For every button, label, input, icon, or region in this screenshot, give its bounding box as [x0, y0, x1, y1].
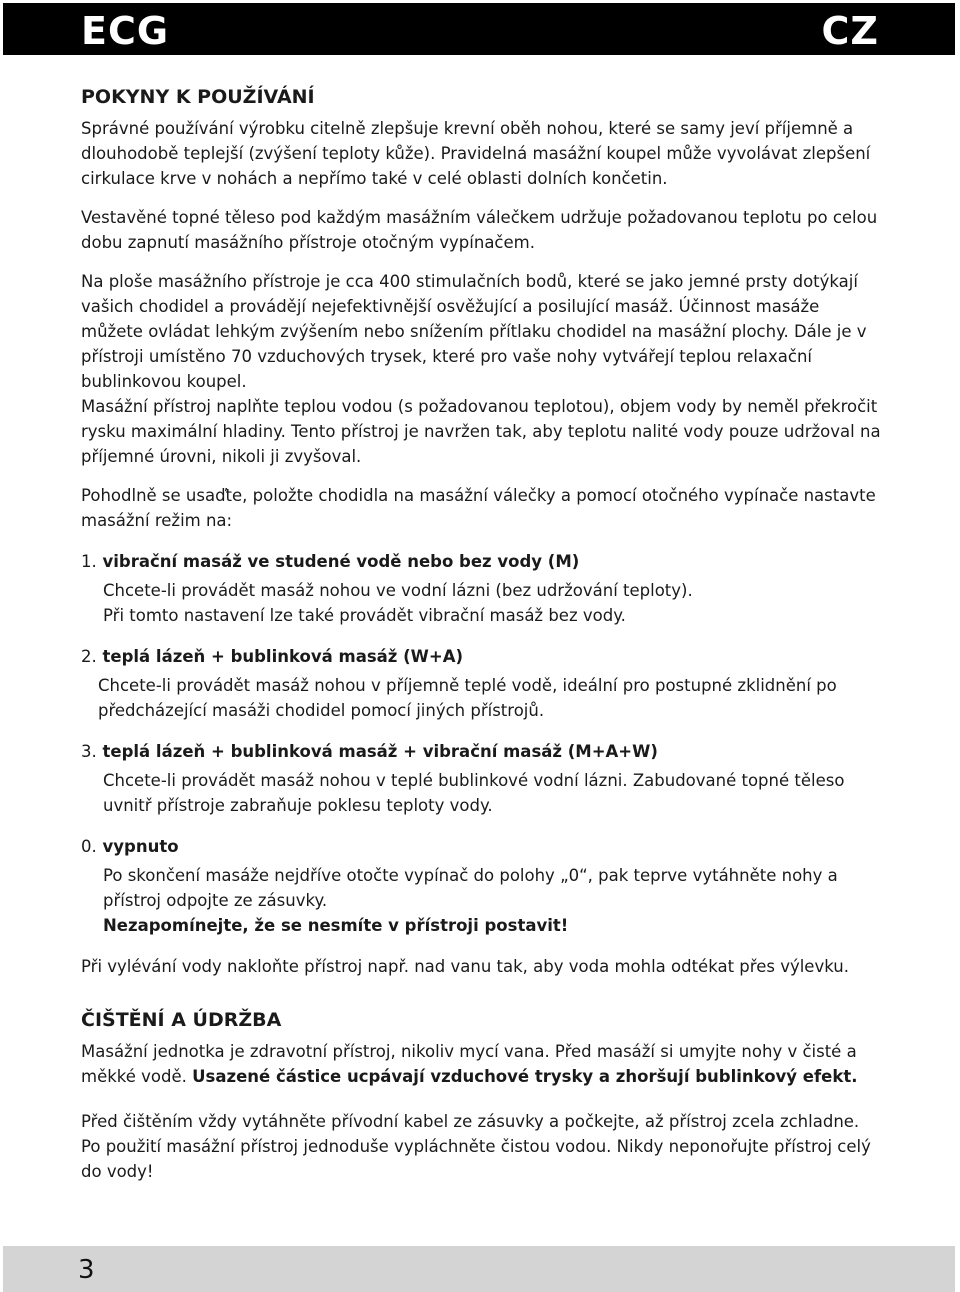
paragraph: Pohodlně se usaďte, položte chodidla na masážní válečky a pomocí otočného vypínače nastavte masážní režim na:	[81, 486, 876, 530]
mode-title: 3. teplá lázeň + bublinková masáž + vibrační masáž (M+A+W)	[81, 742, 658, 761]
brand-logo: ECG	[81, 9, 170, 53]
language-code: CZ	[821, 9, 879, 53]
section-title-cleaning: ČIŠTĚNÍ A ÚDRŽBA	[81, 1009, 282, 1031]
paragraph: Před čištěním vždy vytáhněte přívodní kabel ze zásuvky a počkejte, až přístroj zcela zchladne. Po použití masážní přístroj jednoduše vypláchněte čistou vodou. Nikdy neponořujte přístroj celý do vody!	[81, 1112, 871, 1181]
paragraph: Správné používání výrobku citelně zlepšuje krevní oběh nohou, které se samy jeví příjemně a dlouhodobě teplejší (zvýšení teploty kůže). Pravidelná masážní koupel může vyvolávat zlepšení cirkulace krve v nohách a nepřímo také v celé oblasti dolních končetin.	[81, 119, 871, 188]
mode-item	[81, 739, 881, 818]
paragraph: Vestavěné topné těleso pod každým masážním válečkem udržuje požadovanou teplotu po celou dobu zapnutí masážního přístroje otočným vypínačem.	[81, 208, 878, 252]
mode-description: Chcete-li provádět masáž nohou v příjemně teplé vodě, ideální pro postupné zklidnění po předcházející masáži chodidel pomocí jiných přístrojů.	[98, 676, 837, 720]
page-number: 3	[78, 1255, 95, 1285]
paragraph: Na ploše masážního přístroje je cca 400 stimulačních bodů, které se jako jemné prsty dotýkají vašich chodidel a provádějí nejefektivnější osvěžující a posilující masáž. Účinnost masáže můžete ovládat lehkým zvýšením nebo snížením přítlaku chodidel na masážní plochy. Dále je v přístroji umístěno 70 vzduchových trysek, které pro vaše nohy vytvářejí teplou relaxační bublinkovou koupel.	[81, 272, 867, 391]
paragraph: Masážní jednotka je zdravotní přístroj, nikoliv mycí vana. Před masáží si umyjte nohy v čisté a měkké vodě. Usazené částice ucpávají vzduchové trysky a zhoršují bublinkový efekt.	[81, 1042, 858, 1086]
section-title-usage: POKYNY K POUŽÍVÁNÍ	[81, 86, 315, 108]
mode-item	[81, 549, 881, 628]
mode-title: 1. vibrační masáž ve studené vodě nebo bez vody (M)	[81, 552, 580, 571]
mode-title: 2. teplá lázeň + bublinková masáž (W+A)	[81, 647, 464, 666]
document-body	[81, 84, 881, 1184]
mode-title: 0. vypnuto	[81, 837, 179, 856]
mode-description: Chcete-li provádět masáž nohou ve vodní lázni (bez udržování teploty). Při tomto nastavení lze také provádět vibrační masáž bez vody.	[103, 581, 693, 625]
mode-description: Po skončení masáže nejdříve otočte vypínač do polohy „0“, pak teprve vytáhněte nohy a přístroj odpojte ze zásuvky. Nezapomínejte, že se nesmíte v přístroji postavit!	[81, 863, 881, 938]
mode-description: Chcete-li provádět masáž nohou v teplé bublinkové vodní lázni. Zabudované topné těleso uvnitř přístroje zabraňuje poklesu teploty vody.	[103, 771, 845, 815]
paragraph: Masážní přístroj naplňte teplou vodou (s požadovanou teplotou), objem vody by neměl překročit rysku maximální hladiny. Tento přístroj je navržen tak, aby teplotu nalité vody pouze udržoval na příjemné úrovni, nikoli ji zvyšoval.	[81, 397, 881, 466]
paragraph: Při vylévání vody nakloňte přístroj např. nad vanu tak, aby voda mohla odtékat přes výlevku.	[81, 957, 849, 976]
mode-item	[81, 644, 881, 723]
footer-bar	[3, 1246, 955, 1292]
warning-text: Nezapomínejte, že se nesmíte v přístroji postavit!	[103, 916, 569, 935]
mode-item	[81, 834, 881, 938]
header-bar	[3, 3, 955, 55]
